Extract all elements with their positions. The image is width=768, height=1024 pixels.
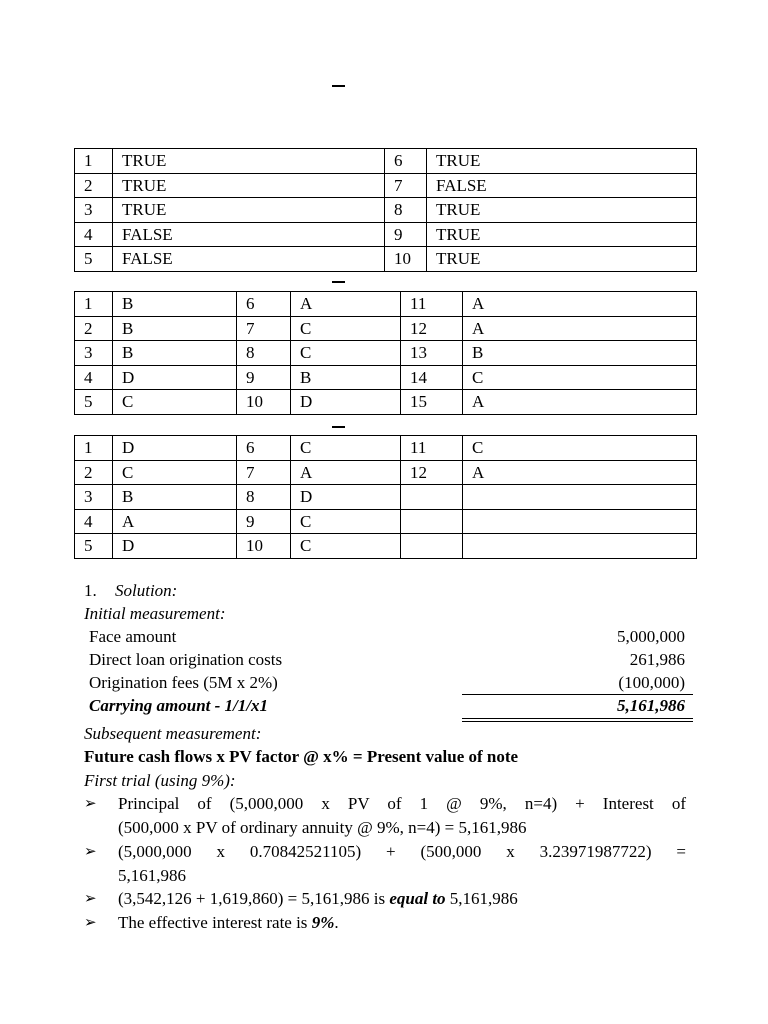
answer-cell: C	[113, 390, 237, 415]
item-number-cell: 12	[401, 460, 463, 485]
true-false-answer-table	[74, 148, 697, 272]
answer-cell: TRUE	[427, 222, 697, 247]
answer-cell: C	[291, 341, 401, 366]
origination-costs-value: 261,986	[629, 650, 685, 669]
table-row	[75, 509, 697, 534]
answer-cell: TRUE	[113, 198, 385, 223]
answer-cell: FALSE	[427, 173, 697, 198]
item-number-cell: 1	[75, 436, 113, 461]
answer-cell: D	[291, 485, 401, 510]
item-number-cell	[401, 509, 463, 534]
answer-cell	[463, 509, 697, 534]
answer-cell: A	[291, 292, 401, 317]
item-number-cell: 14	[401, 365, 463, 390]
table-row	[75, 292, 697, 317]
item-number-cell: 9	[385, 222, 427, 247]
item-number-cell: 7	[237, 460, 291, 485]
answer-cell: A	[463, 390, 697, 415]
item-number-cell: 11	[401, 292, 463, 317]
answer-cell: C	[113, 460, 237, 485]
bullet-3: (3,542,126 + 1,619,860) = 5,161,986 is equal to 5,161,986	[118, 889, 518, 908]
face-amount-value: 5,000,000	[617, 627, 685, 646]
subsequent-measurement-heading: Subsequent measurement:	[84, 724, 262, 743]
answer-cell: B	[113, 316, 237, 341]
item-number-cell: 4	[75, 509, 113, 534]
table-row	[75, 316, 697, 341]
carrying-amount-value: 5,161,986	[617, 696, 685, 715]
answer-cell: C	[291, 534, 401, 559]
answer-cell: C	[291, 316, 401, 341]
solution-title: Solution:	[115, 581, 178, 600]
solution-heading	[84, 580, 177, 602]
section-dash	[332, 85, 345, 87]
answer-cell: TRUE	[427, 149, 697, 174]
item-number-cell: 8	[237, 485, 291, 510]
item-number-cell: 8	[385, 198, 427, 223]
item-number-cell: 10	[237, 534, 291, 559]
answer-cell: FALSE	[113, 247, 385, 272]
answer-cell: A	[113, 509, 237, 534]
answer-cell	[463, 485, 697, 510]
solution-number: 1.	[84, 581, 97, 600]
answer-cell: B	[113, 341, 237, 366]
item-number-cell: 5	[75, 247, 113, 272]
answer-cell: TRUE	[427, 198, 697, 223]
item-number-cell: 4	[75, 222, 113, 247]
arrow-bullet-icon: ➢	[84, 891, 97, 907]
arrow-bullet-icon: ➢	[84, 796, 97, 812]
answer-cell: A	[463, 316, 697, 341]
item-number-cell: 4	[75, 365, 113, 390]
answer-cell: TRUE	[427, 247, 697, 272]
answer-cell: FALSE	[113, 222, 385, 247]
arrow-bullet-icon: ➢	[84, 844, 97, 860]
answer-cell: B	[463, 341, 697, 366]
item-number-cell: 10	[385, 247, 427, 272]
bullet-1-line-2: (500,000 x PV of ordinary annuity @ 9%, n=4) = 5,161,986	[118, 818, 527, 837]
item-number-cell: 3	[75, 341, 113, 366]
table-row	[75, 247, 697, 272]
answer-cell: A	[463, 292, 697, 317]
arrow-bullet-icon: ➢	[84, 915, 97, 931]
answer-cell: C	[291, 509, 401, 534]
answer-cell: D	[113, 365, 237, 390]
item-number-cell: 1	[75, 292, 113, 317]
answer-cell: B	[113, 292, 237, 317]
origination-fees-value: (100,000)	[618, 673, 685, 692]
table-row	[75, 485, 697, 510]
bullet-2-line-1: (5,000,000 x 0.70842521105) + (500,000 x 3.23971987722) =	[118, 842, 686, 861]
first-trial-heading: First trial (using 9%):	[84, 771, 236, 790]
item-number-cell: 11	[401, 436, 463, 461]
answer-cell: D	[113, 436, 237, 461]
origination-fees-label: Origination fees (5M x 2%)	[89, 673, 278, 692]
item-number-cell: 9	[237, 509, 291, 534]
item-number-cell	[401, 534, 463, 559]
answer-cell: B	[113, 485, 237, 510]
answer-cell: A	[463, 460, 697, 485]
origination-costs-label: Direct loan origination costs	[89, 650, 283, 669]
item-number-cell: 5	[75, 534, 113, 559]
item-number-cell: 12	[401, 316, 463, 341]
total-double-rule	[462, 721, 693, 722]
item-number-cell: 2	[75, 316, 113, 341]
answer-cell: C	[463, 365, 697, 390]
table-row	[75, 222, 697, 247]
item-number-cell: 8	[237, 341, 291, 366]
answer-cell	[463, 534, 697, 559]
table-row	[75, 436, 697, 461]
initial-measurement-heading: Initial measurement:	[84, 604, 226, 623]
section-dash	[332, 426, 345, 428]
answer-cell: B	[291, 365, 401, 390]
item-number-cell: 10	[237, 390, 291, 415]
item-number-cell: 6	[237, 436, 291, 461]
face-amount-label: Face amount	[89, 627, 177, 646]
bullet-2-line-2: 5,161,986	[118, 866, 186, 885]
item-number-cell: 7	[237, 316, 291, 341]
answer-cell: TRUE	[113, 173, 385, 198]
bullet-4: The effective interest rate is 9%.	[118, 913, 339, 932]
table-row	[75, 149, 697, 174]
table-row	[75, 365, 697, 390]
answer-cell: C	[291, 436, 401, 461]
item-number-cell: 3	[75, 198, 113, 223]
item-number-cell: 1	[75, 149, 113, 174]
item-number-cell: 3	[75, 485, 113, 510]
pv-formula: Future cash flows x PV factor @ x% = Present value of note	[84, 747, 519, 766]
item-number-cell: 2	[75, 460, 113, 485]
multiple-choice-table-2	[74, 435, 697, 559]
table-row	[75, 534, 697, 559]
item-number-cell: 2	[75, 173, 113, 198]
carrying-amount-label: Carrying amount - 1/1/x1	[89, 696, 269, 715]
bullet-1-line-1: Principal of (5,000,000 x PV of 1 @ 9%, n=4) + Interest of	[118, 794, 686, 813]
table-row	[75, 460, 697, 485]
table-row	[75, 390, 697, 415]
table-row	[75, 173, 697, 198]
table-row	[75, 341, 697, 366]
item-number-cell: 7	[385, 173, 427, 198]
answer-cell: TRUE	[113, 149, 385, 174]
item-number-cell: 9	[237, 365, 291, 390]
total-double-rule	[462, 718, 693, 719]
answer-cell: C	[463, 436, 697, 461]
item-number-cell: 6	[237, 292, 291, 317]
item-number-cell: 13	[401, 341, 463, 366]
section-dash	[332, 281, 345, 283]
item-number-cell: 5	[75, 390, 113, 415]
answer-cell: A	[291, 460, 401, 485]
item-number-cell: 6	[385, 149, 427, 174]
multiple-choice-table-1	[74, 291, 697, 415]
table-row	[75, 198, 697, 223]
answer-cell: D	[291, 390, 401, 415]
item-number-cell	[401, 485, 463, 510]
answer-cell: D	[113, 534, 237, 559]
item-number-cell: 15	[401, 390, 463, 415]
